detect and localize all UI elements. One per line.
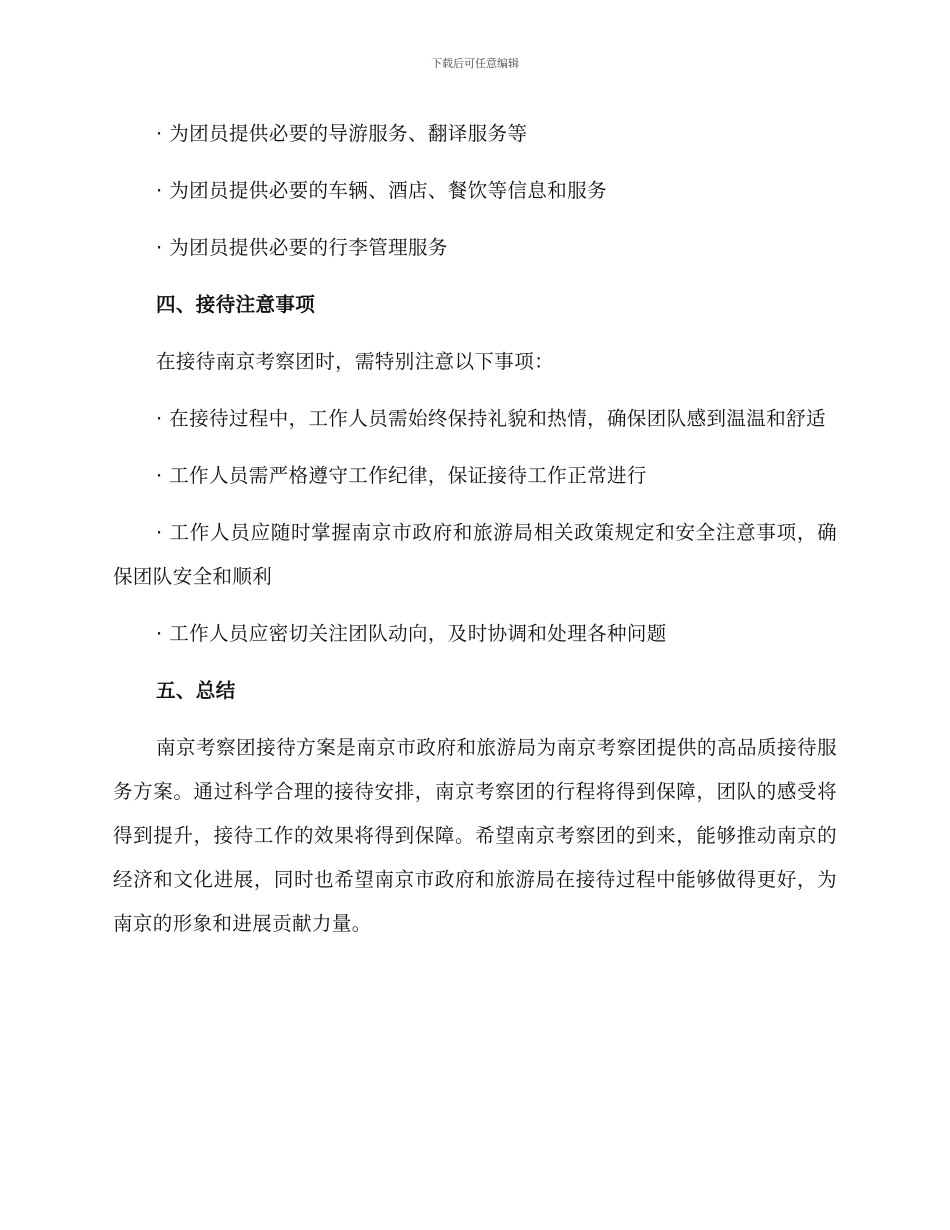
service-bullet-luggage: · 为团员提供必要的行李管理服务 [156, 236, 448, 259]
section-heading-summary: 五、总结 [156, 679, 236, 702]
note-item-coordination: · 工作人员应密切关注团队动向，及时协调和处理各种问题 [156, 622, 667, 645]
page-header: 下载后可任意编辑 [431, 57, 519, 70]
service-bullet-vehicles: · 为团员提供必要的车辆、酒店、餐饮等信息和服务 [156, 179, 607, 202]
note-item-policy: · 工作人员应随时掌握南京市政府和旅游局相关政策规定和安全注意事项，确保团队安全和顺利 [113, 521, 837, 588]
section-heading-notes: 四、接待注意事项 [156, 293, 316, 316]
notes-intro: 在接待南京考察团时，需特别注意以下事项： [156, 350, 555, 373]
note-item-courtesy: · 在接待过程中，工作人员需始终保持礼貌和热情，确保团队感到温温和舒适 [156, 407, 826, 430]
service-bullet-guide: · 为团员提供必要的导游服务、翻译服务等 [156, 122, 528, 145]
summary-paragraph: 南京考察团接待方案是南京市政府和旅游局为南京考察团提供的高品质接待服务方案。通过科学合理的接待安排，南京考察团的行程将得到保障，团队的感受将得到提升，接待工作的效果将得到保障。希望南京考察团的到来，能够推动南京的经济和文化进展，同时也希望南京市政府和旅游局在接待过程中能够做得更好，为南京的形象和进展贡献力量。 [113, 736, 837, 935]
note-item-discipline: · 工作人员需严格遵守工作纪律，保证接待工作正常进行 [156, 464, 647, 487]
document-body [113, 112, 837, 946]
